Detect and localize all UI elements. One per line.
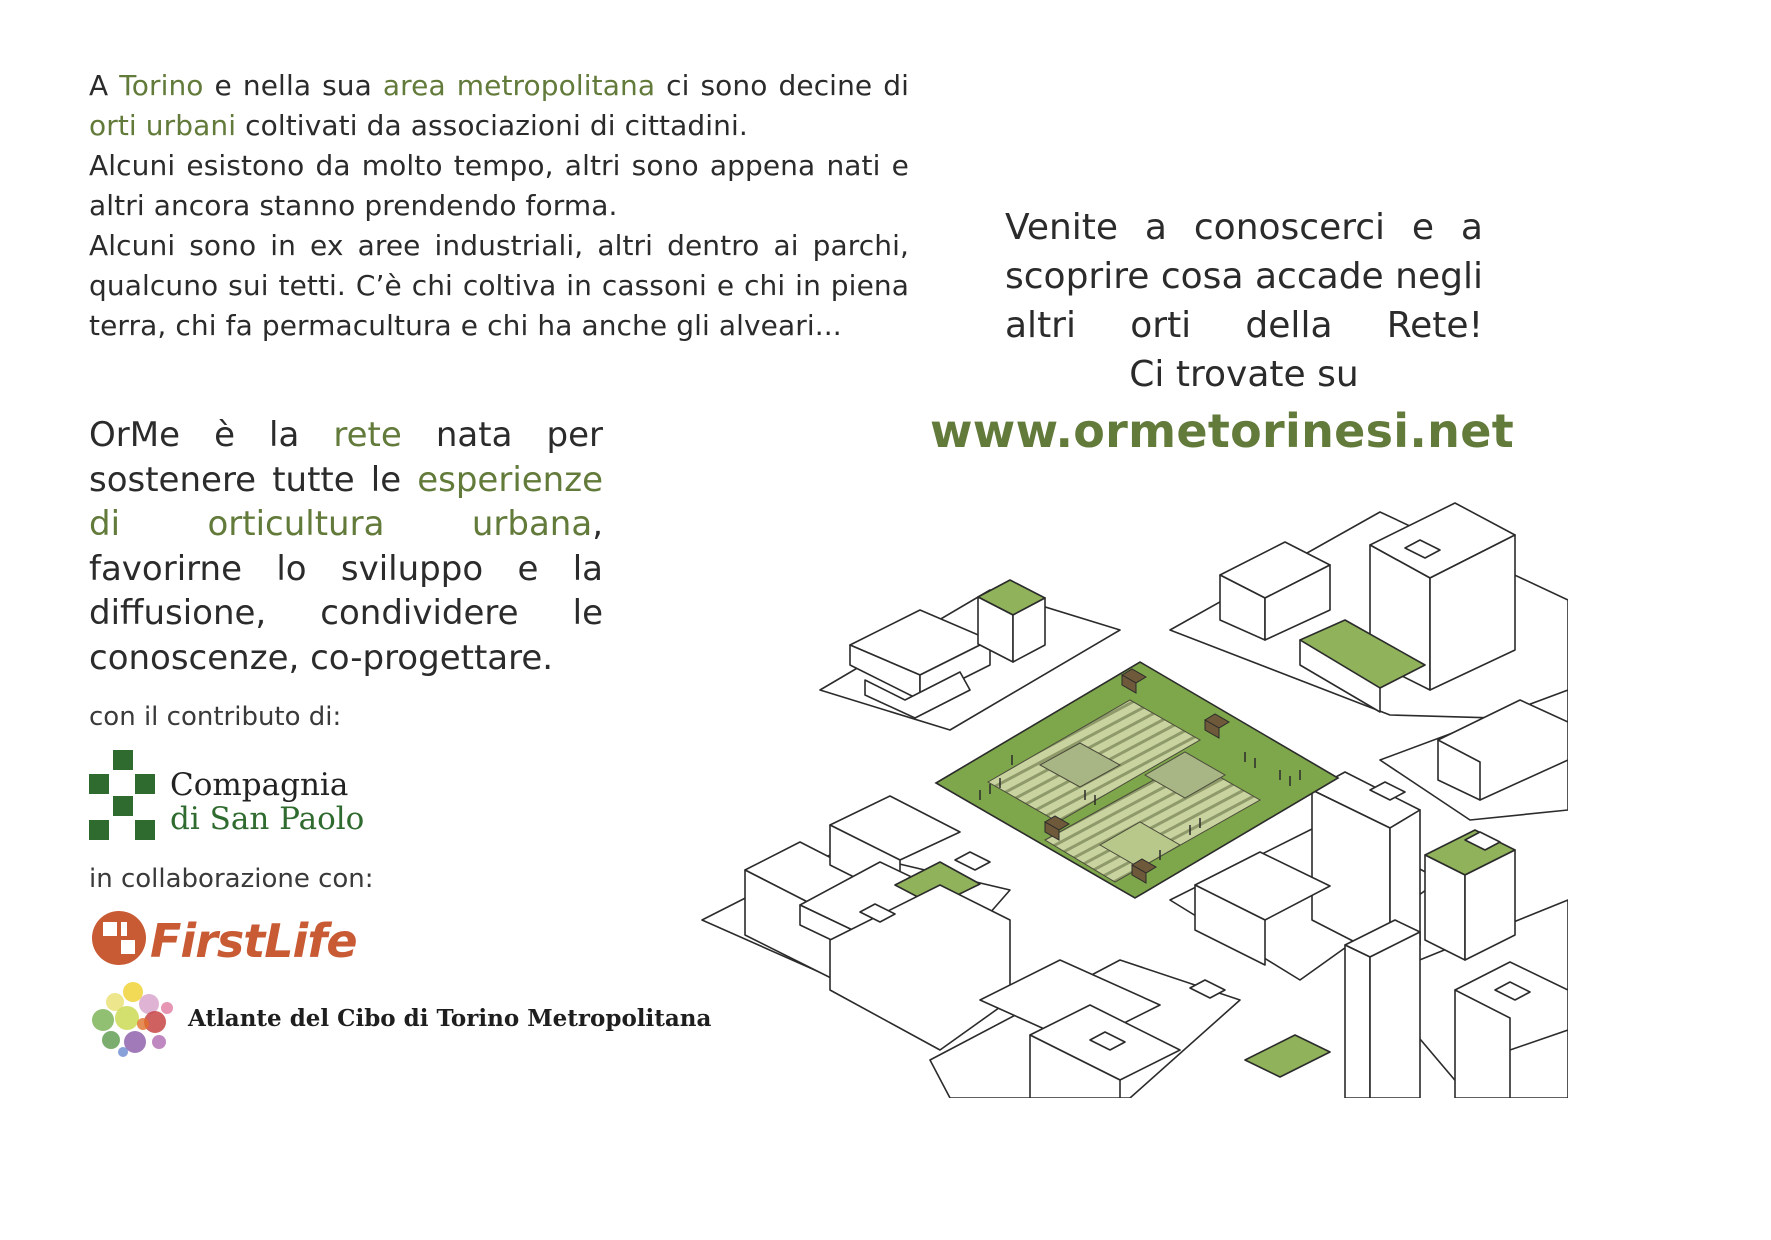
atlante-cibo-logo (87, 978, 179, 1060)
csp-line-1: Compagnia (170, 767, 349, 803)
highlight-text: Torino (119, 69, 204, 102)
orme-paragraph (89, 413, 603, 680)
website-link[interactable]: www.ormetorinesi.net (930, 404, 1514, 458)
firstlife-logo-text: FirstLife (150, 914, 357, 968)
body-text: e nella sua (203, 69, 383, 102)
body-text: nata per sostenere tutte le (89, 415, 603, 500)
compagnia-san-paolo-logo (89, 750, 159, 842)
compagnia-san-paolo-name (170, 768, 364, 836)
contrib-label: con il contributo di: (89, 702, 342, 732)
csp-line-2: di San Paolo (170, 801, 365, 837)
body-text: OrMe è la (89, 415, 334, 455)
intro-paragraph-3: Alcuni sono in ex aree industriali, altri dentro ai parchi, qualcuno sui tetti. C’è chi coltiva in cassoni e chi in piena terra, chi fa permacultura e chi ha anche gli alveari... (89, 229, 909, 342)
body-text: , favorirne lo sviluppo e la diffusione, condividere le conoscenze, co-progettare. (89, 504, 603, 678)
atlante-cibo-name: Atlante del Cibo di Torino Metropolitana (188, 1005, 712, 1032)
body-text: ci sono decine di (655, 69, 910, 102)
invite-text (1005, 203, 1483, 399)
body-text: A (89, 69, 120, 102)
firstlife-icon (89, 908, 149, 968)
invite-line: Venite a conoscerci e a scoprire cosa accade negli altri orti della Rete! (1005, 207, 1483, 346)
invite-last-line: Ci trovate su (1129, 354, 1359, 395)
highlight-text: orti urbani (89, 109, 237, 142)
highlight-text: rete (333, 415, 402, 455)
city-illustration (690, 490, 1568, 1098)
collab-label: in collaborazione con: (89, 864, 374, 894)
highlight-text: area metropolitana (382, 69, 656, 102)
body-text: coltivati da associazioni di cittadini. (236, 109, 748, 142)
intro-paragraph-1 (89, 66, 909, 146)
highlight-text: esperienze di orticultura urbana (89, 459, 603, 544)
orme-description (89, 413, 603, 680)
intro-text (89, 66, 909, 346)
intro-paragraph-2: Alcuni esistono da molto tempo, altri sono appena nati e altri ancora stanno prendendo forma. (89, 149, 909, 222)
